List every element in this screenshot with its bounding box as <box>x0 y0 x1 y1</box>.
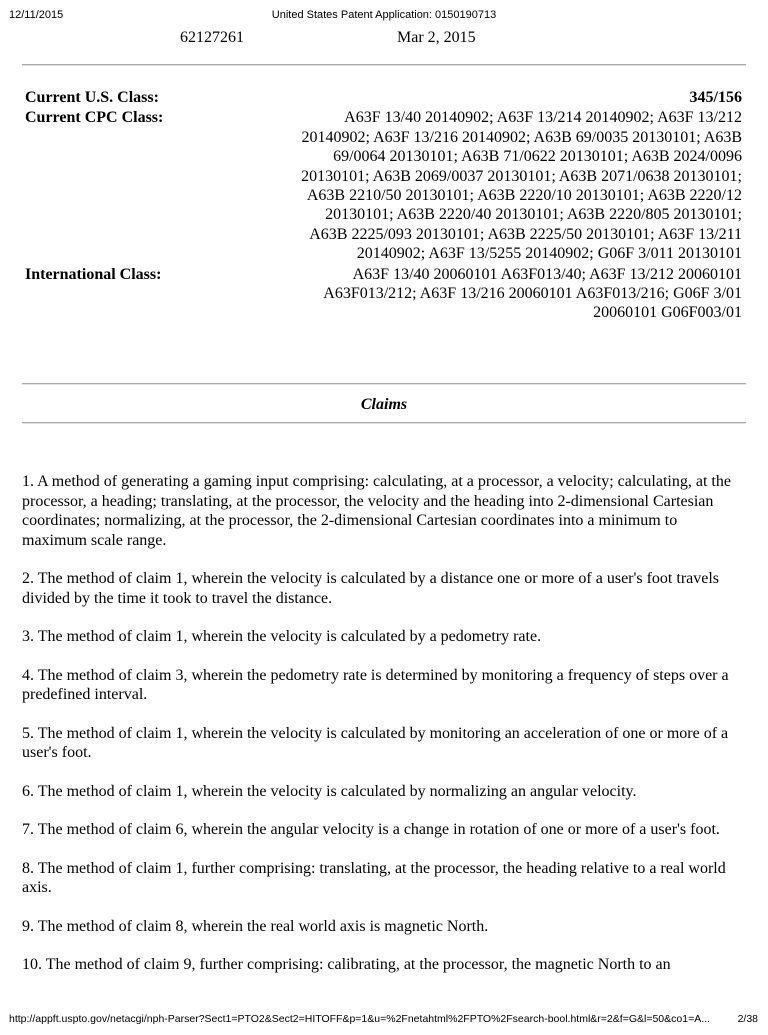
filing-date: Mar 2, 2015 <box>397 29 476 46</box>
claim-item: 4. The method of claim 3, wherein the pedometry rate is determined by monitoring a frequency of steps over a predefined interval. <box>22 666 729 703</box>
claim-item: 8. The method of claim 1, further comprising: translating, at the processor, the heading relative to a real world axis. <box>22 859 726 896</box>
classification-value: A63F 13/40 20060101 A63F013/40; A63F 13/212 20060101 A63F013/212; A63F 13/216 20060101 A63F013/216; G06F 3/01 20060101 G06F003/01 <box>323 265 742 322</box>
claim-item: 9. The method of claim 8, wherein the real world axis is magnetic North. <box>22 917 489 935</box>
classification-label: International Class: <box>25 265 162 283</box>
claims-list <box>22 472 744 994</box>
classification-value: A63F 13/40 20140902; A63F 13/214 20140902; A63F 13/212 20140902; A63F 13/216 20140902; A63B 69/0035 20130101; A63B 69/0064 20130101; A63B 71/0622 20130101; A63B 2024/0096 20130101; A63B 2069/0037 20130101; A63B 2071/0638 20130101; A63B 2210/50 20130101; A63B 2220/10 20130101; A63B 2220/12 20130101; A63B 2220/40 20130101; A63B 2220/805 20130101; A63B 2225/093 20130101; A63B 2225/50 20130101; A63F 13/211 20140902; A63F 13/5255 20140902; G06F 3/011 20130101 <box>301 109 742 263</box>
claim-item: 3. The method of claim 1, wherein the velocity is calculated by a pedometry rate. <box>22 628 542 645</box>
claim-item: 6. The method of claim 1, wherein the velocity is calculated by normalizing an angular velocity. <box>22 782 637 800</box>
print-title: United States Patent Application: 0150190713 <box>271 9 497 21</box>
classification-table <box>22 88 744 324</box>
divider-claims-bottom <box>22 422 746 424</box>
page-number: 2/38 <box>737 1013 758 1025</box>
classification-label: Current U.S. Class: <box>25 89 159 106</box>
claim-item: 10. The method of claim 9, further comprising: calibrating, at the processor, the magnetic North to an <box>22 956 671 973</box>
divider-claims-top <box>22 383 746 385</box>
application-number: 62127261 <box>180 29 244 46</box>
claim-item: 5. The method of claim 1, wherein the velocity is calculated by monitoring an acceleration of one or more of a user's foot. <box>22 724 729 761</box>
classification-label: Current CPC Class: <box>25 109 164 127</box>
classification-row <box>22 265 744 324</box>
claims-heading: Claims <box>360 396 408 413</box>
claim-item: 7. The method of claim 6, wherein the angular velocity is a change in rotation of one or more of a user's foot. <box>22 821 720 838</box>
print-date: 12/11/2015 <box>9 9 64 21</box>
divider-top <box>22 64 746 66</box>
footer-url: http://appft.uspto.gov/netacgi/nph-Parser?Sect1=PTO2&Sect2=HITOFF&p=1&u=%2Fnetahtml%2FPTO%2Fsearch-bool.html&r=2&f=G&l=50&co1=A... <box>9 1013 710 1025</box>
classification-row <box>22 108 744 264</box>
classification-value: 345/156 <box>689 89 742 106</box>
claim-item: 2. The method of claim 1, wherein the velocity is calculated by a distance one or more of a user's foot travels divided by the time it took to travel the distance. <box>22 570 720 607</box>
classification-row <box>22 88 744 108</box>
claim-item: 1. A method of generating a gaming input comprising: calculating, at a processor, a velocity; calculating, at the processor, a heading; translating, at the processor, the velocity and the heading into 2-dimensional Cartesian coordinates; normalizing, at the processor, the 2-dimensional Cartesian coordinates into a minimum to maximum scale range. <box>22 473 731 549</box>
